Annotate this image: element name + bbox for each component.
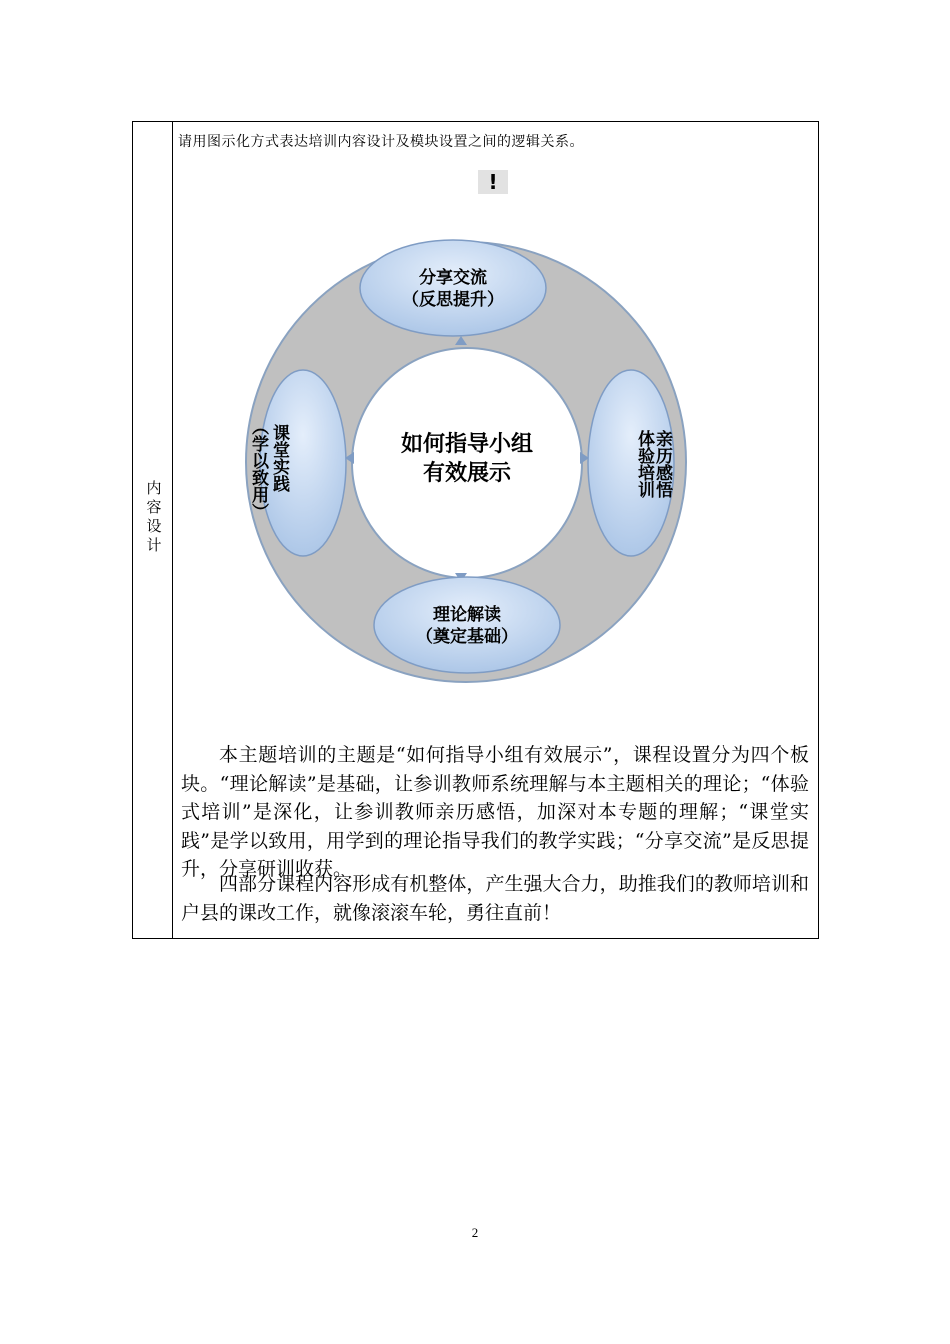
right-col1: 亲历感悟 [652, 430, 672, 498]
page-number: 2 [471, 1225, 479, 1240]
module-top [360, 240, 546, 336]
exclamation-badge: ! [478, 170, 508, 194]
left-col1: 课堂实践 [269, 424, 289, 492]
bottom-line2: （奠定基础） [416, 627, 518, 647]
center-line2: 有效展示 [422, 460, 512, 486]
center-line1: 如何指导小组 [400, 431, 534, 457]
row-label: 内容设计 [144, 480, 163, 556]
module-bottom [374, 577, 560, 673]
instruction-text: 请用图示化方式表达培训内容设计及模块设置之间的逻辑关系。 [178, 134, 584, 150]
paragraph-2: 四部分课程内容形成有机整体，产生强大合力，助推我们的教师培训和户县的课改工作，就像滚滚车轮，勇往直前！ [181, 873, 809, 924]
top-line2: （反思提升） [402, 290, 504, 310]
top-line1: 分享交流 [419, 268, 487, 288]
paragraph-1: 本主题培训的主题是“如何指导小组有效展示”，课程设置分为四个板块。“理论解读”是基础，让参训教师系统理解与本主题相关的理论；“体验式培训”是深化，让参训教师亲历感悟，加深对本专题的理解；“课堂实践”是学以致用，用学到的理论指导我们的教学实践；“分享交流”是反思提升，分享研训收获。 [181, 744, 809, 880]
right-col2: 体验培训 [634, 430, 654, 498]
bottom-line1: 理论解读 [433, 605, 501, 625]
left-col2: （学以致用） [248, 418, 268, 520]
